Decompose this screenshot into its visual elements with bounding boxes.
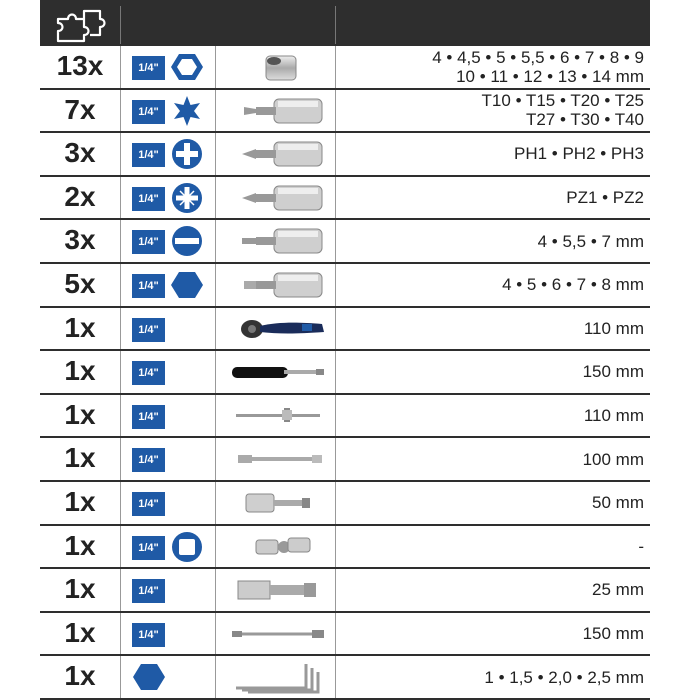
column-divider: [120, 264, 121, 306]
column-divider: [215, 613, 216, 655]
column-divider: [120, 395, 121, 437]
drive-size-badge: 1/4": [132, 448, 165, 472]
t-bar-icon: [226, 399, 334, 433]
table-row: [40, 656, 650, 700]
table-row: [40, 351, 650, 395]
table-row: [40, 220, 650, 264]
table-row: [40, 308, 650, 352]
column-divider: [335, 656, 336, 698]
phillips-icon: [170, 138, 204, 170]
column-divider: [120, 482, 121, 524]
size-description: [502, 264, 644, 306]
square-drive-icon: [170, 531, 204, 563]
allen-keys-icon: [226, 660, 334, 694]
column-divider: [335, 133, 336, 175]
size-description: [566, 177, 644, 219]
column-divider: [335, 569, 336, 611]
column-divider: [215, 526, 216, 568]
size-line: -: [638, 536, 644, 556]
column-divider: [335, 395, 336, 437]
size-description: [592, 569, 644, 611]
hex-socket-icon: [170, 51, 204, 83]
table-row: [40, 90, 650, 134]
hex-key-icon: [132, 661, 166, 693]
column-divider: [335, 220, 336, 262]
column-divider: [335, 90, 336, 132]
column-divider: [120, 569, 121, 611]
column-divider: [215, 395, 216, 437]
column-divider: [120, 438, 121, 480]
phillips-bit-socket-icon: [226, 137, 334, 171]
column-divider: [215, 308, 216, 350]
parts-table: [40, 0, 650, 700]
drive-size-badge: 1/4": [132, 405, 165, 429]
drive-size-badge: 1/4": [132, 536, 165, 560]
slotted-icon: [170, 225, 204, 257]
table-row: [40, 438, 650, 482]
size-line: 4 • 5 • 6 • 7 • 8 mm: [502, 275, 644, 295]
table-row: [40, 46, 650, 90]
column-divider: [335, 46, 336, 88]
drive-size-badge: 1/4": [132, 274, 165, 298]
table-row: [40, 133, 650, 177]
quantity: 5x: [64, 268, 96, 299]
size-line: 100 mm: [582, 449, 644, 469]
size-description: [538, 220, 644, 262]
column-divider: [120, 351, 121, 393]
table-row: [40, 526, 650, 570]
column-divider: [215, 351, 216, 393]
pozidriv-bit-socket-icon: [226, 181, 334, 215]
size-description: [482, 90, 644, 132]
pozidriv-icon: [170, 182, 204, 214]
ratchet-icon: [226, 312, 334, 346]
drive-size-badge: 1/4": [132, 318, 165, 342]
column-divider: [335, 482, 336, 524]
size-description: [583, 351, 644, 393]
drive-size-badge: 1/4": [132, 492, 165, 516]
quantity: 1x: [64, 398, 96, 430]
size-description: [583, 438, 644, 480]
quantity: 1x: [64, 355, 96, 387]
short-extension-icon: [226, 486, 334, 520]
size-line: PZ1 • PZ2: [566, 188, 644, 208]
quantity: 13x: [56, 50, 104, 81]
size-description: [484, 656, 644, 698]
size-description: [592, 482, 644, 524]
quantity: 1x: [64, 442, 96, 474]
column-divider: [120, 90, 121, 132]
size-line: 110 mm: [583, 318, 644, 338]
size-description: [583, 613, 644, 655]
extension-bar-icon: [226, 442, 334, 476]
table-header: [40, 0, 650, 46]
quantity: 1x: [64, 486, 96, 517]
table-row: [40, 177, 650, 221]
socket-icon: [226, 50, 334, 84]
drive-size-badge: 1/4": [132, 623, 165, 647]
size-line: 4 • 5,5 • 7 mm: [537, 231, 644, 251]
slotted-bit-socket-icon: [226, 224, 334, 258]
column-divider: [215, 482, 216, 524]
column-divider: [120, 526, 121, 568]
size-line: T27 • T30 • T40: [525, 110, 644, 130]
column-divider: [120, 656, 121, 698]
column-divider: [215, 220, 216, 262]
size-line: PH1 • PH2 • PH3: [513, 144, 644, 164]
column-divider: [120, 308, 121, 350]
table-row: [40, 613, 650, 657]
size-description: [638, 526, 644, 568]
size-description: [432, 46, 644, 88]
column-divider: [335, 264, 336, 306]
quantity: 1x: [64, 529, 96, 561]
quantity: 1x: [64, 660, 96, 692]
quantity: 3x: [64, 224, 96, 256]
column-divider: [215, 264, 216, 306]
quantity: 3x: [64, 137, 96, 169]
bit-adapter-icon: [226, 573, 334, 607]
table-row: [40, 482, 650, 526]
size-line: 150 mm: [582, 624, 644, 644]
quantity: 7x: [64, 93, 96, 125]
quantity: 1x: [64, 573, 96, 605]
column-divider: [120, 220, 121, 262]
drive-size-badge: 1/4": [132, 230, 165, 254]
column-divider: [215, 177, 216, 219]
column-divider: [335, 351, 336, 393]
hex-key-icon: [170, 269, 204, 301]
column-divider: [215, 133, 216, 175]
column-divider: [215, 656, 216, 698]
torx-star-icon: [170, 95, 204, 127]
column-divider: [215, 90, 216, 132]
table-row: [40, 569, 650, 613]
column-divider: [215, 438, 216, 480]
drive-size-badge: 1/4": [132, 143, 165, 167]
quantity: 1x: [64, 616, 96, 648]
quantity: 2x: [64, 180, 96, 212]
column-divider: [335, 526, 336, 568]
size-line: 110 mm: [583, 406, 644, 426]
universal-joint-icon: [226, 530, 334, 564]
size-description: [584, 395, 644, 437]
size-description: [514, 133, 644, 175]
drive-size-badge: 1/4": [132, 579, 165, 603]
size-description: [584, 308, 644, 350]
quantity: 1x: [64, 311, 96, 343]
size-line: T10 • T15 • T20 • T25: [481, 91, 644, 111]
drive-size-badge: 1/4": [132, 56, 165, 80]
column-divider: [215, 46, 216, 88]
size-line: 10 • 11 • 12 • 13 • 14 mm: [456, 66, 644, 86]
column-divider: [335, 438, 336, 480]
column-divider: [215, 569, 216, 611]
column-divider: [120, 177, 121, 219]
size-line: 1 • 1,5 • 2,0 • 2,5 mm: [484, 667, 644, 687]
table-row: [40, 264, 650, 308]
flexible-extension-icon: [226, 617, 334, 651]
column-divider: [335, 308, 336, 350]
drive-size-badge: 1/4": [132, 361, 165, 385]
size-line: 25 mm: [592, 580, 644, 600]
table-row: [40, 395, 650, 439]
column-divider: [120, 613, 121, 655]
column-divider: [120, 133, 121, 175]
drive-size-badge: 1/4": [132, 100, 165, 124]
hex-bit-socket-icon: [226, 268, 334, 302]
column-divider: [335, 613, 336, 655]
spinner-handle-icon: [226, 355, 334, 389]
size-line: 4 • 4,5 • 5 • 5,5 • 6 • 7 • 8 • 9: [432, 47, 644, 67]
column-divider: [120, 46, 121, 88]
size-line: 50 mm: [592, 493, 644, 513]
size-line: 150 mm: [582, 362, 644, 382]
header-divider: [335, 6, 336, 44]
column-divider: [335, 177, 336, 219]
drive-size-badge: 1/4": [132, 187, 165, 211]
puzzle-piece-icon: [54, 3, 110, 43]
torx-bit-socket-icon: [226, 94, 334, 128]
header-divider: [120, 6, 121, 44]
